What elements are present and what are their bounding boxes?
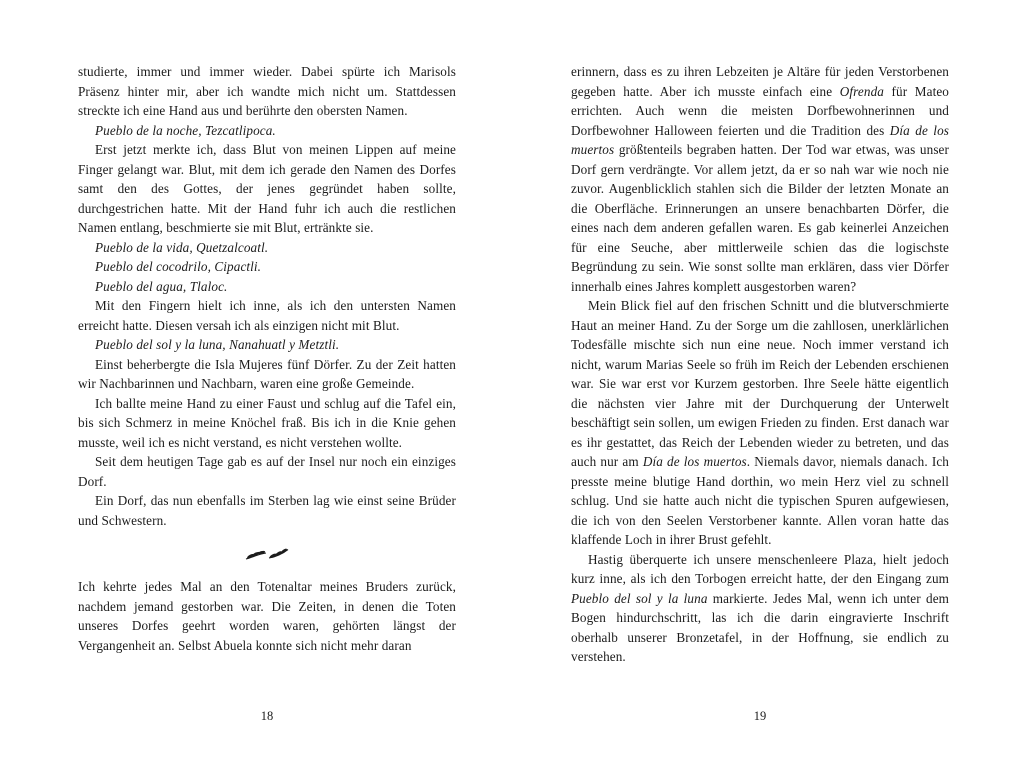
italic-line: Pueblo del agua, Tlaloc. [95,278,228,294]
paragraph: Hastig überquerte ich unsere menschenleere Plaza, hielt jedoch kurz inne, als ich den Torbogen erreicht hatte, der den Eingang zum Pueblo del sol y la luna markierte. Jedes Mal, wenn ich unter dem Bogen hindurchschritt, las ich die darin eingravierte Inschrift oberhalb unserer Bronzetafel, in der Hoffnung, sie endlich zu verstehen. [571,551,949,664]
page-right-text [571,62,949,667]
italic-line: Pueblo de la noche, Tezcatlipoca. [95,122,276,138]
paragraph: Mit den Fingern hielt ich inne, als ich den untersten Namen erreicht hatte. Diesen versah ich als einzigen nicht mit Blut. [78,298,456,333]
page-number-right: 19 [753,709,767,723]
page-number-left: 18 [260,709,274,723]
paragraph: erinnern, dass es zu ihren Lebzeiten je Altäre für jeden Verstorbenen gegeben hatte. Aber ich musste einfach eine Ofrenda für Mateo errichten. Auch wenn die meisten Dorfbewohnerinnen und Dorfbewohner Halloween feierten und die Tradition des Día de los muertos größtenteils begraben hatten. Der Tod war etwas, was unser Dorf gern verdrängte. Vor allem jetzt, da er so nah war wie noch nie zuvor. Augenblicklich stahlen sich die Bilder der letzten Monate an die Oberfläche. Erinnerungen an unsere benachbarten Dörfer, die eines nach dem anderen gefallen waren. Es gab keinerlei Anzeichen für eine Seuche, aber mittlerweile schien das die logischste Begründung zu sein. Wie sonst sollte man erklären, dass vier Dörfer innerhalb eines Jahres komplett ausgestorben waren? [571,64,950,294]
leaf-sprigs-icon [245,545,289,562]
section-break-ornament [78,543,456,561]
paragraph: studierte, immer und immer wieder. Dabei spürte ich Marisols Präsenz hinter mir, aber ich wandte mich nicht um. Stattdessen streckte ich eine Hand aus und berührte den obersten Namen. [78,64,456,118]
paragraph: Ich ballte meine Hand zu einer Faust und schlug auf die Tafel ein, bis sich Schmerz in meine Knöchel fraß. Bis ich in die Knie gehen musste, weil ich es nicht verstand, es nicht verstehen wollte. [78,395,456,450]
paragraph: Erst jetzt merkte ich, dass Blut von meinen Lippen auf meine Finger gelangt war. Blut, mit dem ich gerade den Namen des Dorfes samt den des Gottes, der jenes gegründet haben sollte, durchgestrichen hatte. Mit der Hand fuhr ich auch die restlichen Namen entlang, beschmierte sie mit Blut, ertränkte sie. [78,142,456,235]
paragraph: Seit dem heutigen Tage gab es auf der Insel nur noch ein einziges Dorf. [78,454,456,489]
italic-line: Pueblo del sol y la luna, Nanahuatl y Metztli. [95,337,340,352]
italic-line: Pueblo de la vida, Quetzalcoatl. [95,239,269,255]
page-left-text [78,62,456,655]
italic-line: Pueblo del cocodrilo, Cipactli. [95,259,262,274]
paragraph: Ich kehrte jedes Mal an den Totenaltar meines Bruders zurück, nachdem jemand gestorben war. Die Zeiten, in denen die Toten unseres Dorfes geehrt worden waren, gehörten längst der Vergangenheit an. Selbst Abuela konnte sich nicht mehr daran [78,579,456,653]
paragraph: Einst beherbergte die Isla Mujeres fünf Dörfer. Zu der Zeit hatten wir Nachbarinnen und Nachbarn, waren eine große Gemeinde. [78,356,456,391]
paragraph: Mein Blick fiel auf den frischen Schnitt und die blutverschmierte Haut an meiner Hand. Zu der Sorge um die zahllosen, unerklärlichen Todesfälle mischte sich nun eine neue. Noch immer verstand ich nicht, warum Marias Seele so früh im Reich der Lebenden erschienen war. Sie war erst vor Kurzem gestorben. Ihre Seele hätte eigentlich die nächsten vier Jahre mit der Durchquerung der Unterwelt beschäftigt sein sollen, um ewigen Frieden zu finden. Erst danach war es ihr gestattet, das Reich der Lebenden wieder zu betreten, und das auch nur am Día de los muertos. Niemals davor, niemals danach. Ich presste meine blutige Hand dorthin, wo mein Herz viel zu schnell schlug. Und sie hatte auch nicht die typischen Spuren aufgewiesen, die ich von den Seelen Verstorbener kannte. Allen voran hatte das klaffende Loch in ihrer Brust gefehlt. [571,298,949,547]
paragraph: Ein Dorf, das nun ebenfalls im Sterben lag wie einst seine Brüder und Schwestern. [78,493,456,528]
